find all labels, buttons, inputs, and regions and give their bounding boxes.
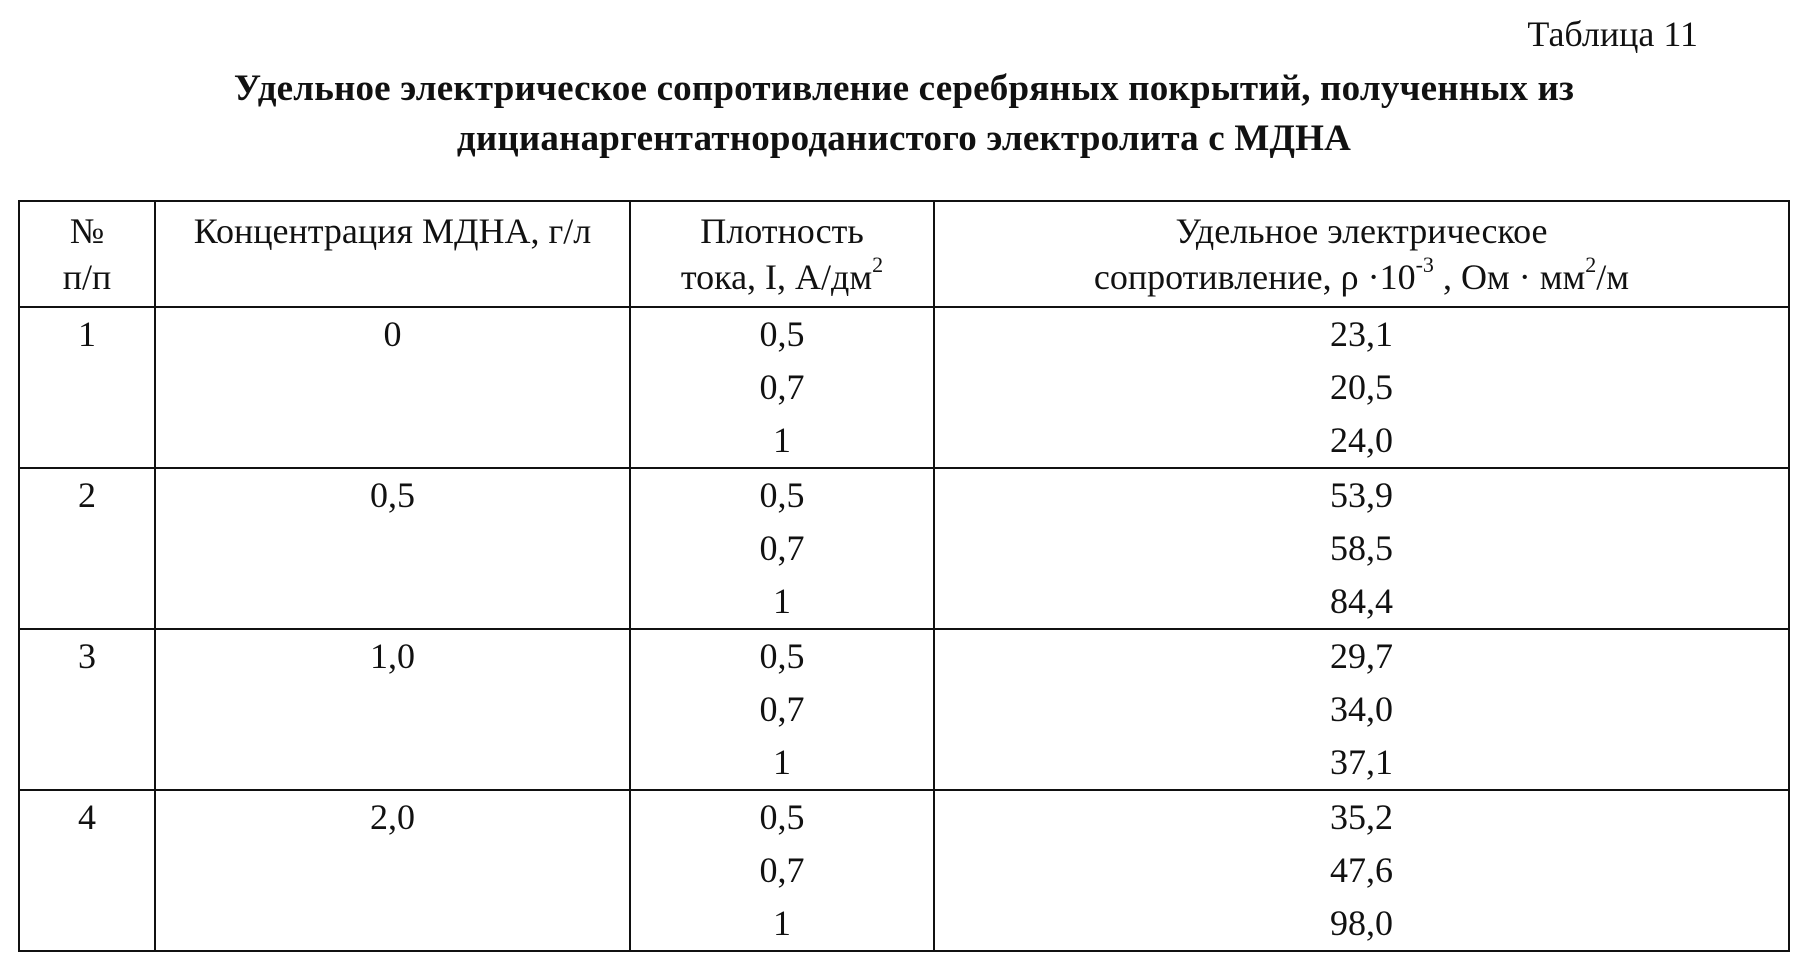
concentration-cell: 2,0 [155,790,630,951]
caption-line-2: дицианаргентатнороданистого электролита с МДНА [456,118,1352,159]
header-resistivity-line-2: сопротивление, ρ ·10 [1093,257,1416,297]
resistivity-cell [934,790,1789,951]
resistivity-value: 98,0 [1330,903,1393,943]
row-number: 3 [19,629,155,790]
table-number: Таблица 11 [1527,14,1698,54]
density-value: 1 [773,742,791,782]
resistivity-value: 84,4 [1330,581,1393,621]
header-density-line-1: Плотность [700,211,864,251]
table-caption [0,64,1808,164]
header-current-density [630,201,934,307]
density-cell [630,790,934,951]
header-number-line-1: № [69,211,105,251]
concentration-cell: 1,0 [155,629,630,790]
density-value: 0,5 [759,797,805,837]
header-resistivity-line-1: Удельное электрическое [1175,211,1548,251]
header-resistivity [934,201,1789,307]
density-value: 0,7 [759,850,805,890]
header-concentration: Концентрация МДНА, г/л [155,201,630,307]
caption-line-1: Удельное электрическое сопротивление серебряных покрытий, полученных из [233,68,1575,109]
density-value: 0,5 [759,636,805,676]
header-number [19,201,155,307]
resistivity-value: 29,7 [1330,636,1393,676]
resistivity-cell [934,307,1789,468]
header-row [19,201,1789,307]
resistivity-value: 24,0 [1330,420,1393,460]
density-value: 0,5 [759,475,805,515]
density-value: 1 [773,581,791,621]
density-value: 0,5 [759,314,805,354]
table-row [19,468,1789,629]
resistivity-value: 20,5 [1330,367,1393,407]
resistivity-value: 58,5 [1330,528,1393,568]
density-value: 0,7 [759,528,805,568]
header-number-line-2: п/п [62,257,112,297]
density-cell [630,468,934,629]
density-cell [630,629,934,790]
density-value: 1 [773,420,791,460]
concentration-cell: 0 [155,307,630,468]
resistivity-value: 47,6 [1330,850,1393,890]
header-density-line-2: тока, I, А/дм [680,257,873,297]
row-number: 4 [19,790,155,951]
resistivity-value: 35,2 [1330,797,1393,837]
row-number: 2 [19,468,155,629]
density-value: 0,7 [759,367,805,407]
header-resistivity-unit-end: /м [1596,257,1630,297]
header-resistivity-unit-sup: 2 [1585,252,1597,277]
table-row [19,790,1789,951]
resistivity-value: 37,1 [1330,742,1393,782]
resistivity-cell [934,629,1789,790]
table-row [19,629,1789,790]
resistivity-value: 34,0 [1330,689,1393,729]
resistivity-value: 53,9 [1330,475,1393,515]
concentration-cell: 0,5 [155,468,630,629]
density-value: 0,7 [759,689,805,729]
header-density-sup: 2 [872,252,884,277]
row-number: 1 [19,307,155,468]
header-resistivity-exp: -3 [1415,252,1434,277]
density-value: 1 [773,903,791,943]
resistivity-table [18,200,1790,952]
header-resistivity-unit: , Ом · мм [1433,257,1586,297]
density-cell [630,307,934,468]
resistivity-cell [934,468,1789,629]
table-row [19,307,1789,468]
resistivity-value: 23,1 [1330,314,1393,354]
